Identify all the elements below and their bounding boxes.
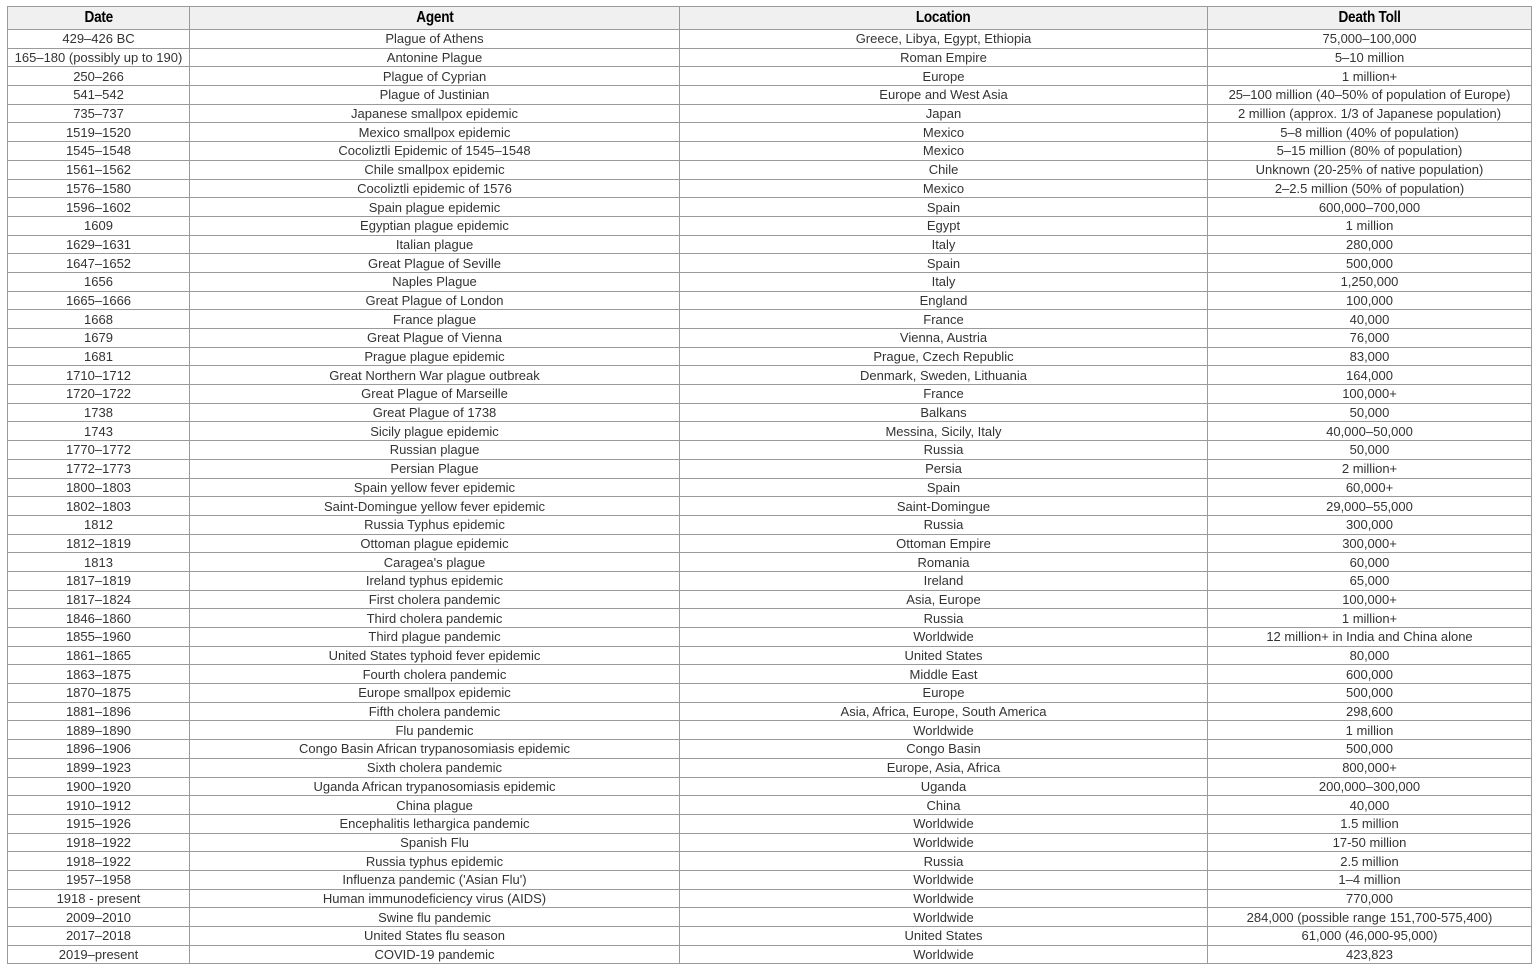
cell-agent: Congo Basin African trypanosomiasis epidemic xyxy=(190,740,680,759)
cell-agent: Ottoman plague epidemic xyxy=(190,534,680,553)
cell-location: Worldwide xyxy=(680,814,1208,833)
cell-location: Mexico xyxy=(680,179,1208,198)
cell-date: 2019–present xyxy=(8,945,190,964)
header-date: Date xyxy=(8,7,190,30)
cell-location: Mexico xyxy=(680,142,1208,161)
cell-death-toll: 40,000–50,000 xyxy=(1208,422,1532,441)
cell-death-toll: 298,600 xyxy=(1208,702,1532,721)
cell-date: 1596–1602 xyxy=(8,198,190,217)
cell-date: 1770–1772 xyxy=(8,441,190,460)
table-row xyxy=(8,459,1532,478)
cell-agent: Egyptian plague epidemic xyxy=(190,216,680,235)
cell-agent: Chile smallpox epidemic xyxy=(190,160,680,179)
cell-agent: Fifth cholera pandemic xyxy=(190,702,680,721)
cell-date: 1609 xyxy=(8,216,190,235)
table-row xyxy=(8,160,1532,179)
cell-agent: Europe smallpox epidemic xyxy=(190,684,680,703)
table-row xyxy=(8,553,1532,572)
cell-date: 1918–1922 xyxy=(8,833,190,852)
cell-death-toll: 423,823 xyxy=(1208,945,1532,964)
table-row xyxy=(8,366,1532,385)
cell-location: Balkans xyxy=(680,403,1208,422)
table-row xyxy=(8,385,1532,404)
cell-location: Ireland xyxy=(680,571,1208,590)
cell-death-toll: 50,000 xyxy=(1208,403,1532,422)
cell-agent: Spanish Flu xyxy=(190,833,680,852)
cell-location: Spain xyxy=(680,254,1208,273)
table-row xyxy=(8,347,1532,366)
cell-date: 1855–1960 xyxy=(8,628,190,647)
cell-agent: Sixth cholera pandemic xyxy=(190,758,680,777)
cell-date: 541–542 xyxy=(8,86,190,105)
cell-date: 1668 xyxy=(8,310,190,329)
cell-location: Uganda xyxy=(680,777,1208,796)
cell-agent: Great Northern War plague outbreak xyxy=(190,366,680,385)
cell-death-toll: 50,000 xyxy=(1208,441,1532,460)
cell-agent: Japanese smallpox epidemic xyxy=(190,104,680,123)
cell-death-toll: 40,000 xyxy=(1208,796,1532,815)
cell-location: Europe xyxy=(680,67,1208,86)
cell-location: Italy xyxy=(680,235,1208,254)
cell-location: Worldwide xyxy=(680,870,1208,889)
cell-death-toll: 100,000+ xyxy=(1208,590,1532,609)
cell-death-toll: 5–10 million xyxy=(1208,48,1532,67)
cell-death-toll: 600,000 xyxy=(1208,665,1532,684)
table-row xyxy=(8,515,1532,534)
cell-death-toll: 2 million (approx. 1/3 of Japanese population) xyxy=(1208,104,1532,123)
cell-location: Egypt xyxy=(680,216,1208,235)
cell-death-toll: 500,000 xyxy=(1208,740,1532,759)
cell-location: Vienna, Austria xyxy=(680,329,1208,348)
cell-date: 1910–1912 xyxy=(8,796,190,815)
cell-location: Worldwide xyxy=(680,833,1208,852)
table-body xyxy=(8,30,1532,964)
cell-date: 1863–1875 xyxy=(8,665,190,684)
table-row xyxy=(8,30,1532,49)
cell-death-toll: 65,000 xyxy=(1208,571,1532,590)
cell-date: 1720–1722 xyxy=(8,385,190,404)
cell-date: 1957–1958 xyxy=(8,870,190,889)
table-row xyxy=(8,142,1532,161)
cell-date: 1561–1562 xyxy=(8,160,190,179)
cell-agent: COVID-19 pandemic xyxy=(190,945,680,964)
cell-death-toll: 60,000+ xyxy=(1208,478,1532,497)
cell-date: 1802–1803 xyxy=(8,497,190,516)
cell-agent: Antonine Plague xyxy=(190,48,680,67)
table-row xyxy=(8,777,1532,796)
cell-date: 1629–1631 xyxy=(8,235,190,254)
cell-date: 1900–1920 xyxy=(8,777,190,796)
table-row xyxy=(8,291,1532,310)
table-row xyxy=(8,478,1532,497)
cell-death-toll: 100,000 xyxy=(1208,291,1532,310)
cell-death-toll: 800,000+ xyxy=(1208,758,1532,777)
cell-location: Roman Empire xyxy=(680,48,1208,67)
cell-agent: Swine flu pandemic xyxy=(190,908,680,927)
cell-death-toll: 61,000 (46,000-95,000) xyxy=(1208,927,1532,946)
cell-date: 735–737 xyxy=(8,104,190,123)
cell-date: 1743 xyxy=(8,422,190,441)
table-row xyxy=(8,179,1532,198)
cell-agent: Russian plague xyxy=(190,441,680,460)
table-row xyxy=(8,852,1532,871)
cell-death-toll: 500,000 xyxy=(1208,254,1532,273)
cell-agent: Spain yellow fever epidemic xyxy=(190,478,680,497)
cell-agent: Great Plague of Vienna xyxy=(190,329,680,348)
cell-location: Greece, Libya, Egypt, Ethiopia xyxy=(680,30,1208,49)
table-row xyxy=(8,104,1532,123)
cell-location: Italy xyxy=(680,272,1208,291)
cell-location: Chile xyxy=(680,160,1208,179)
cell-death-toll: 2–2.5 million (50% of population) xyxy=(1208,179,1532,198)
cell-death-toll: 80,000 xyxy=(1208,646,1532,665)
cell-location: Russia xyxy=(680,441,1208,460)
cell-death-toll: 1 million xyxy=(1208,721,1532,740)
table-row xyxy=(8,48,1532,67)
cell-death-toll: 2.5 million xyxy=(1208,852,1532,871)
cell-date: 1812 xyxy=(8,515,190,534)
cell-death-toll: 1 million xyxy=(1208,216,1532,235)
cell-death-toll: 12 million+ in India and China alone xyxy=(1208,628,1532,647)
header-row xyxy=(8,7,1532,30)
cell-date: 1915–1926 xyxy=(8,814,190,833)
cell-death-toll: 2 million+ xyxy=(1208,459,1532,478)
cell-agent: Great Plague of Marseille xyxy=(190,385,680,404)
cell-location: France xyxy=(680,385,1208,404)
cell-date: 1800–1803 xyxy=(8,478,190,497)
table-row xyxy=(8,310,1532,329)
cell-agent: Saint-Domingue yellow fever epidemic xyxy=(190,497,680,516)
cell-agent: Russia Typhus epidemic xyxy=(190,515,680,534)
cell-death-toll: 500,000 xyxy=(1208,684,1532,703)
cell-location: Middle East xyxy=(680,665,1208,684)
table-row xyxy=(8,329,1532,348)
cell-location: Romania xyxy=(680,553,1208,572)
cell-location: Asia, Europe xyxy=(680,590,1208,609)
cell-death-toll: 1.5 million xyxy=(1208,814,1532,833)
cell-agent: Mexico smallpox epidemic xyxy=(190,123,680,142)
table-row xyxy=(8,590,1532,609)
header-location: Location xyxy=(680,7,1208,30)
cell-death-toll: 25–100 million (40–50% of population of Europe) xyxy=(1208,86,1532,105)
cell-agent: Persian Plague xyxy=(190,459,680,478)
cell-agent: Uganda African trypanosomiasis epidemic xyxy=(190,777,680,796)
pandemic-table xyxy=(7,6,1532,964)
cell-location: Europe, Asia, Africa xyxy=(680,758,1208,777)
table-row xyxy=(8,123,1532,142)
cell-location: Worldwide xyxy=(680,945,1208,964)
cell-date: 1710–1712 xyxy=(8,366,190,385)
table-row xyxy=(8,628,1532,647)
table-row xyxy=(8,814,1532,833)
table-row xyxy=(8,441,1532,460)
table-row xyxy=(8,665,1532,684)
cell-death-toll: 60,000 xyxy=(1208,553,1532,572)
cell-agent: China plague xyxy=(190,796,680,815)
cell-date: 1772–1773 xyxy=(8,459,190,478)
table-row xyxy=(8,235,1532,254)
cell-location: Congo Basin xyxy=(680,740,1208,759)
cell-agent: Great Plague of 1738 xyxy=(190,403,680,422)
cell-date: 1519–1520 xyxy=(8,123,190,142)
table-row xyxy=(8,796,1532,815)
cell-date: 429–426 BC xyxy=(8,30,190,49)
cell-agent: Third cholera pandemic xyxy=(190,609,680,628)
cell-location: England xyxy=(680,291,1208,310)
cell-agent: France plague xyxy=(190,310,680,329)
cell-location: Persia xyxy=(680,459,1208,478)
cell-agent: Flu pandemic xyxy=(190,721,680,740)
cell-location: China xyxy=(680,796,1208,815)
cell-location: Spain xyxy=(680,478,1208,497)
cell-death-toll: 17-50 million xyxy=(1208,833,1532,852)
cell-agent: United States typhoid fever epidemic xyxy=(190,646,680,665)
header-death-toll: Death Toll xyxy=(1208,7,1532,30)
cell-location: Worldwide xyxy=(680,628,1208,647)
cell-date: 165–180 (possibly up to 190) xyxy=(8,48,190,67)
cell-location: Worldwide xyxy=(680,889,1208,908)
cell-agent: Great Plague of Seville xyxy=(190,254,680,273)
cell-date: 1889–1890 xyxy=(8,721,190,740)
table-row xyxy=(8,403,1532,422)
cell-location: United States xyxy=(680,927,1208,946)
cell-date: 2009–2010 xyxy=(8,908,190,927)
table-row xyxy=(8,86,1532,105)
table-row xyxy=(8,497,1532,516)
cell-agent: Plague of Athens xyxy=(190,30,680,49)
cell-agent: Spain plague epidemic xyxy=(190,198,680,217)
cell-agent: First cholera pandemic xyxy=(190,590,680,609)
cell-location: Worldwide xyxy=(680,721,1208,740)
table-row xyxy=(8,571,1532,590)
cell-death-toll: 600,000–700,000 xyxy=(1208,198,1532,217)
cell-location: Russia xyxy=(680,852,1208,871)
cell-death-toll: 1–4 million xyxy=(1208,870,1532,889)
cell-death-toll: 76,000 xyxy=(1208,329,1532,348)
cell-death-toll: 29,000–55,000 xyxy=(1208,497,1532,516)
table-row xyxy=(8,758,1532,777)
cell-agent: Cocoliztli epidemic of 1576 xyxy=(190,179,680,198)
cell-location: Russia xyxy=(680,515,1208,534)
cell-date: 1812–1819 xyxy=(8,534,190,553)
table-row xyxy=(8,833,1532,852)
cell-location: Worldwide xyxy=(680,908,1208,927)
cell-date: 1870–1875 xyxy=(8,684,190,703)
cell-location: Messina, Sicily, Italy xyxy=(680,422,1208,441)
cell-agent: Ireland typhus epidemic xyxy=(190,571,680,590)
table-row xyxy=(8,721,1532,740)
cell-location: Europe and West Asia xyxy=(680,86,1208,105)
cell-death-toll: 164,000 xyxy=(1208,366,1532,385)
cell-date: 1679 xyxy=(8,329,190,348)
table-row xyxy=(8,198,1532,217)
table-row xyxy=(8,67,1532,86)
cell-date: 1817–1819 xyxy=(8,571,190,590)
cell-date: 1665–1666 xyxy=(8,291,190,310)
cell-agent: Fourth cholera pandemic xyxy=(190,665,680,684)
table-row xyxy=(8,646,1532,665)
cell-date: 1738 xyxy=(8,403,190,422)
cell-date: 1881–1896 xyxy=(8,702,190,721)
cell-agent: Cocoliztli Epidemic of 1545–1548 xyxy=(190,142,680,161)
cell-agent: Influenza pandemic ('Asian Flu') xyxy=(190,870,680,889)
cell-date: 1656 xyxy=(8,272,190,291)
cell-death-toll: 770,000 xyxy=(1208,889,1532,908)
cell-location: Prague, Czech Republic xyxy=(680,347,1208,366)
cell-location: Europe xyxy=(680,684,1208,703)
cell-death-toll: 1,250,000 xyxy=(1208,272,1532,291)
cell-location: Asia, Africa, Europe, South America xyxy=(680,702,1208,721)
cell-date: 1545–1548 xyxy=(8,142,190,161)
cell-death-toll: 40,000 xyxy=(1208,310,1532,329)
cell-agent: Russia typhus epidemic xyxy=(190,852,680,871)
cell-location: Mexico xyxy=(680,123,1208,142)
table-row xyxy=(8,422,1532,441)
cell-death-toll: Unknown (20-25% of native population) xyxy=(1208,160,1532,179)
cell-agent: Caragea's plague xyxy=(190,553,680,572)
cell-location: Ottoman Empire xyxy=(680,534,1208,553)
cell-agent: Italian plague xyxy=(190,235,680,254)
cell-death-toll: 284,000 (possible range 151,700-575,400) xyxy=(1208,908,1532,927)
table-row xyxy=(8,534,1532,553)
cell-death-toll: 200,000–300,000 xyxy=(1208,777,1532,796)
cell-date: 2017–2018 xyxy=(8,927,190,946)
cell-date: 1817–1824 xyxy=(8,590,190,609)
table-row xyxy=(8,927,1532,946)
cell-death-toll: 300,000+ xyxy=(1208,534,1532,553)
table-row xyxy=(8,684,1532,703)
table-header xyxy=(8,7,1532,30)
cell-death-toll: 280,000 xyxy=(1208,235,1532,254)
header-agent: Agent xyxy=(190,7,680,30)
cell-death-toll: 100,000+ xyxy=(1208,385,1532,404)
cell-death-toll: 1 million+ xyxy=(1208,609,1532,628)
cell-death-toll: 300,000 xyxy=(1208,515,1532,534)
cell-death-toll: 5–15 million (80% of population) xyxy=(1208,142,1532,161)
table-row xyxy=(8,740,1532,759)
table-row xyxy=(8,702,1532,721)
cell-agent: Third plague pandemic xyxy=(190,628,680,647)
table-row xyxy=(8,254,1532,273)
table-row xyxy=(8,609,1532,628)
table-row xyxy=(8,216,1532,235)
table-row xyxy=(8,889,1532,908)
cell-location: Russia xyxy=(680,609,1208,628)
cell-date: 1918–1922 xyxy=(8,852,190,871)
cell-agent: Plague of Cyprian xyxy=(190,67,680,86)
cell-date: 1647–1652 xyxy=(8,254,190,273)
cell-location: France xyxy=(680,310,1208,329)
cell-location: United States xyxy=(680,646,1208,665)
cell-death-toll: 83,000 xyxy=(1208,347,1532,366)
cell-location: Japan xyxy=(680,104,1208,123)
cell-agent: Plague of Justinian xyxy=(190,86,680,105)
cell-location: Saint-Domingue xyxy=(680,497,1208,516)
table-row xyxy=(8,870,1532,889)
cell-death-toll: 75,000–100,000 xyxy=(1208,30,1532,49)
cell-date: 1681 xyxy=(8,347,190,366)
table-row xyxy=(8,272,1532,291)
cell-date: 1899–1923 xyxy=(8,758,190,777)
cell-date: 1861–1865 xyxy=(8,646,190,665)
cell-agent: United States flu season xyxy=(190,927,680,946)
cell-death-toll: 5–8 million (40% of population) xyxy=(1208,123,1532,142)
cell-location: Spain xyxy=(680,198,1208,217)
table-row xyxy=(8,945,1532,964)
cell-agent: Human immunodeficiency virus (AIDS) xyxy=(190,889,680,908)
cell-location: Denmark, Sweden, Lithuania xyxy=(680,366,1208,385)
table-row xyxy=(8,908,1532,927)
cell-agent: Encephalitis lethargica pandemic xyxy=(190,814,680,833)
cell-agent: Prague plague epidemic xyxy=(190,347,680,366)
cell-date: 250–266 xyxy=(8,67,190,86)
pandemic-table-container xyxy=(7,6,1531,964)
cell-date: 1813 xyxy=(8,553,190,572)
cell-date: 1896–1906 xyxy=(8,740,190,759)
cell-agent: Great Plague of London xyxy=(190,291,680,310)
cell-agent: Sicily plague epidemic xyxy=(190,422,680,441)
cell-date: 1918 - present xyxy=(8,889,190,908)
cell-date: 1576–1580 xyxy=(8,179,190,198)
cell-date: 1846–1860 xyxy=(8,609,190,628)
cell-agent: Naples Plague xyxy=(190,272,680,291)
cell-death-toll: 1 million+ xyxy=(1208,67,1532,86)
